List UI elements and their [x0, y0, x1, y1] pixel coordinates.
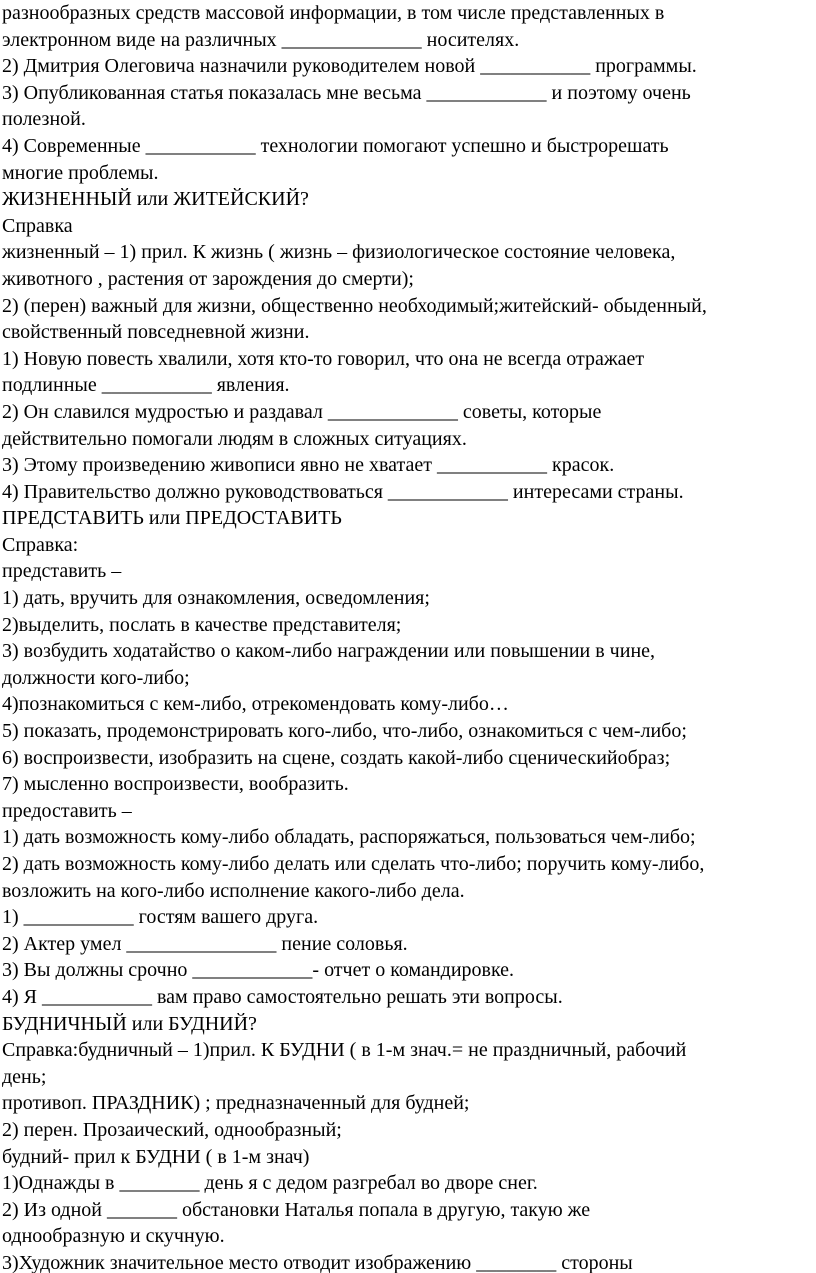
text-line: 2) (перен) важный для жизни, общественно необходимый;житейский- обыденный,	[2, 294, 707, 317]
text-line: полезной.	[2, 108, 86, 131]
text-line: 7) мысленно воспроизвести, вообразить.	[2, 773, 349, 796]
section-heading: ЖИЗНЕННЫЙ или ЖИТЕЙСКИЙ?	[2, 188, 309, 211]
text-line: должности кого-либо;	[2, 666, 190, 689]
text-line: 3) Опубликованная статья показалась мне весьма ____________ и поэтому очень	[2, 81, 691, 104]
text-line: свойственный повседневной жизни.	[2, 321, 310, 344]
text-line: разнообразных средств массовой информации, в том числе представленных в	[2, 2, 665, 24]
text-line: будний- прил к БУДНИ ( в 1-м знач)	[2, 1145, 310, 1168]
text-line: 2) перен. Прозаический, однообразный;	[2, 1118, 342, 1141]
text-line: 1) дать, вручить для ознакомления, осведомления;	[2, 587, 430, 610]
text-line: 3) возбудить ходатайство о каком-либо награждении или повышении в чине,	[2, 640, 656, 663]
text-line: 5) показать, продемонстрировать кого-либо, что-либо, ознакомиться с чем-либо;	[2, 720, 687, 743]
text-line: день;	[2, 1065, 47, 1088]
text-line: электронном виде на различных ______________ носителях.	[2, 28, 520, 51]
text-line: 1) дать возможность кому-либо обладать, распоряжаться, пользоваться чем-либо;	[2, 826, 696, 849]
reference-label: Справка	[2, 214, 73, 237]
text-line: 4)познакомиться с кем-либо, отрекомендовать кому-либо…	[2, 693, 509, 716]
text-line: 2)выделить, послать в качестве представителя;	[2, 613, 402, 636]
text-line: 2) Актер умел _______________ пение соловья.	[2, 932, 408, 955]
text-line: однообразную и скучную.	[2, 1225, 225, 1248]
text-line: 4) Я ___________ вам право самостоятельно решать эти вопросы.	[2, 985, 563, 1008]
text-line: 3) Этому произведению живописи явно не хватает ___________ красок.	[2, 454, 615, 477]
text-line: животного , растения от зарождения до смерти);	[2, 267, 414, 290]
text-line: подлинные ___________ явления.	[2, 374, 290, 397]
text-line: противоп. ПРАЗДНИК) ; предназначенный для будней;	[2, 1092, 470, 1115]
text-line: 6) воспроизвести, изобразить на сцене, создать какой-либо сценическийобраз;	[2, 746, 671, 769]
text-line: возложить на кого-либо исполнение какого-либо дела.	[2, 879, 465, 902]
text-line: 2) Из одной _______ обстановки Наталья попала в другую, такую же	[2, 1198, 591, 1221]
reference-label: Справка:	[2, 533, 79, 556]
text-line: предоставить –	[2, 799, 132, 822]
text-line: многие проблемы.	[2, 161, 159, 184]
text-line: представить –	[2, 560, 122, 583]
text-line: 1) Новую повесть хвалили, хотя кто-то говорил, что она не всегда отражает	[2, 347, 645, 370]
text-line: 1) ___________ гостям вашего друга.	[2, 906, 319, 929]
section-heading: ПРЕДСТАВИТЬ или ПРЕДОСТАВИТЬ	[2, 507, 342, 530]
text-line: 3) Вы должны срочно ____________- отчет о командировке.	[2, 959, 515, 982]
text-line: 3)Художник значительное место отводит изображению ________ стороны	[2, 1251, 633, 1273]
text-line: Справка:будничный – 1)прил. К БУДНИ ( в 1-м знач.= не праздничный, рабочий	[2, 1039, 687, 1062]
section-heading: БУДНИЧНЫЙ или БУДНИЙ?	[2, 1012, 257, 1035]
text-line: жизненный – 1) прил. К жизнь ( жизнь – физиологическое состояние человека,	[2, 241, 676, 264]
text-line: 2) Дмитрия Олеговича назначили руководителем новой ___________ программы.	[2, 55, 697, 78]
text-line: 1)Однажды в ________ день я с дедом разгребал во дворе снег.	[2, 1172, 538, 1195]
text-line: 4) Современные ___________ технологии помогают успешно и быстрорешать	[2, 134, 669, 157]
text-line: действительно помогали людям в сложных ситуациях.	[2, 427, 467, 450]
text-line: 2) дать возможность кому-либо делать или сделать что-либо; поручить кому-либо,	[2, 853, 705, 875]
text-line: 4) Правительство должно руководствоваться ____________ интересами страны.	[2, 480, 684, 503]
text-line: 2) Он славился мудростью и раздавал _____________ советы, которые	[2, 400, 602, 423]
